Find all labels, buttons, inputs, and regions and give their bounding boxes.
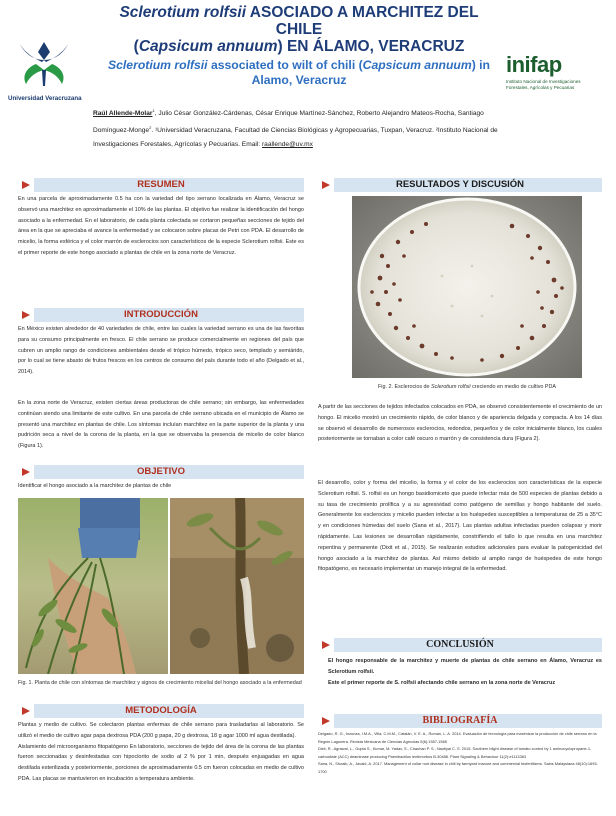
metodologia-heading [18,704,304,718]
figure1-photo-right [170,498,304,674]
bibliografia-heading [318,714,602,728]
infected-stem-photo [170,498,304,674]
section-flag-icon [318,714,334,728]
objetivo-text: Identificar el hongo asociado a la marchitez de plantas de chile [18,483,172,489]
title-en-part1: associated to wilt of chili ( [207,58,363,72]
title-es-host: Capsicum annuum [138,38,278,55]
objetivo-heading-text: OBJETIVO [136,466,186,477]
introduccion-heading [18,308,304,322]
bib-entry: Sana, N., Shoaib, A., Javaid, A. 2017. Management of collar root disease in chili by farmyard manure and commercial biofertilizers. Sains Malaysiana 46(10):1693-1700 [318,761,598,774]
resultados-p1: A partir de las secciones de tejidos infectados colocados en PDA, se observó consistentemente el crecimiento de un hongo. El micelio mostró un crecimiento rápido, de color blanco y de apariencia delgada y compacta. A los 14 días se observó el desarrollo de numerosos esclerocios, redondos, pequeños y de color inicialmente blanco, los cuales posteriormente se tornaban a color café oscuro o marrón y de consistencia dura (Figura 2). [318,404,602,443]
section-flag-icon [18,465,34,479]
inifap-wordmark: inifap [506,52,562,77]
title-en-host: Capsicum annuum [362,58,472,72]
uv-name: Universidad Veracruzana [8,95,82,102]
conclusion-section [318,638,602,688]
bib-entry: Delgado, R. G., Inzunza, I.M.A., Villa, C.M.M., Catalán, V. E. A., Román, L. A. 2014. Evaluación de tecnología para maximizar la producción de chile serrano en la Región Lagunera. Revista Mexicana de Ciencias Agrícolas 5(6):1557-1565 [318,731,597,744]
section-flag-icon [18,704,34,718]
chili-plant-photo [18,498,168,674]
co-author-sup: 2 [149,125,152,131]
uv-logo [8,38,80,102]
resumen-text: En una parcela de aproximadamente 0.5 ha con la variedad del tipo serrano localizada en Álamo, Veracruz se observó una marchitez en aproximadamente el 10% de las plantas. El objetivo fue realizar la identificación del hongo asociado a la enfermedad. En el laboratorio, de cada planta colectada se cortaron pequeñas secciones de tejido del área en la que se apreciaba el avance la enfermedad y se colocaron sobre placas de Petri con PDA. El desarrollo de micelio, la forma esférica y el color marrón de esclerocios son característicos de la especie Sclerotium rolfsii. Este es el primer reporte de este hongo asociado a plantas de chile en la zona norte de Veracruz. [18,196,304,256]
title-en-species: Sclerotium rolfsii [108,58,208,72]
fig2-caption-species: Sclerotium rolfsii [431,384,471,390]
metodologia-p1: Plantas y medio de cultivo. Se colectaron plantas enfermas de chile serrano para trasladarlas al laboratorio. Se utilizó el medio de cultivo agar papa dextrosa PDA (200 g papa, 20 g dextrosa, 18 g agar 1000 ml agua destilada). [18,722,304,739]
section-flag-icon [318,178,334,192]
lead-author: Raúl Allende-Molar [93,110,153,118]
resultados-heading [318,178,602,192]
resultados-heading-text: RESULTADOS Y DISCUSIÓN [395,179,525,190]
fig2-caption-post: creciendo en medio de cultivo PDA [470,384,556,390]
figure1-caption: Fig. 1. Planta de chile con síntomas de marchitez y signos de crecimiento micelial del hongo asociado a la enfermedad [18,680,302,686]
conclusion-heading [318,638,602,652]
objetivo-heading [18,465,304,479]
fig2-caption-pre: Fig. 2. Esclerocios de [378,384,432,390]
metodologia-heading-text: METODOLOGÍA [125,705,197,716]
figure1-photo-left [18,498,168,674]
conclusion-p2: Este el primer reporte de S. rolfsii afectando chile serrano en la zona norte de Veracruz [328,679,556,686]
metodologia-p2: Aislamiento del microorganismo fitopatógeno En laboratorio, secciones de tejido del área de la corona de las plantas fueron seccionadas y desinfestadas con hipoclorito de sodio al 2 % por 1 min, después enjuagadas en agua destilada esterilizada y posteriormente, porciones de aproximadamente 0.5 cm fueron colocadas en medio de cultivo PDA. Las placas se mantuvieron en incubación a temperatura ambiente. [18,743,304,782]
title-es-line1: ASOCIADO A MARCHITEZ DEL CHILE [246,4,479,38]
co-authors: , Julio César González-Cárdenas, César Enrique Martínez-Sánchez, Roberto Alejandro Mateos-Rocha, Santiago Domínguez-Monge [93,110,484,135]
title-spanish [98,4,500,55]
inifap-subtitle: Instituto Nacional de Investigaciones Forestales, Agrícolas y Pecuarias [506,79,581,90]
resumen-heading-text: RESUMEN [137,179,185,190]
authors-affiliations [93,104,513,152]
figure2-photo [352,196,582,378]
right-column [318,178,602,192]
figure2-caption [378,382,602,392]
uv-emblem-icon [14,38,74,90]
title-es-species: Sclerotium rolfsii [119,4,247,21]
section-flag-icon [18,178,34,192]
inifap-logo-icon [506,52,602,104]
metodologia-section [18,704,304,785]
title-english [98,58,500,87]
resumen-heading [18,178,304,192]
introduccion-p1: En México existen alrededor de 40 variedades de chile, entre las cuales la variedad serrano es una de las favoritas para su consumo principalmente en fresco. El chile serrano se produce comercialmente en regiones del país que cubren un amplio rango de condiciones ambientales desde el trópico húmedo, trópico seco, templado y semiárido, por lo cual se tiene abasto de frutos frescos en los centros de consumo del país durante todo el año (Delgado et al., 2014). [18,326,304,376]
bib-entry: Dixit, R., Agrawal, L., Gupta S., Kumar, M. Yadav, S., Chauhan P. S., Nautiyal C. S. 2015. Southern blight disease of tomato control by 1 aminocyclopropane-1-carboxilate (ACC) deaminase producing Paenibacillus lentimorbus B-30488. Plant Signaling & Behaviour 11(2):e1113363 [318,746,592,759]
author-email-link[interactable]: raallende@uv.mx [261,141,313,149]
title-es-paren: ( [133,38,139,55]
introduccion-heading-text: INTRODUCCIÓN [124,309,198,320]
introduccion-p2: En la zona norte de Veracruz, existen ciertas áreas productoras de chile serrano; sin embargo, las enfermedades continúan siendo una limitante de este cultivo. En una parcela de chile serrano ubicada en el municipio de Álamo se presentó una marchitez en plantas de chile. Los síntomas incluían marchitez en la parte superior de la planta y una pudrición seca a nivel de la corona de la planta, en la que se observaba la presencia de micelio de color blanco (Figura 1). [18,400,304,450]
petri-dish-photo [352,196,582,378]
affiliations: . ¹Universidad Veracruzana, Facultad de Ciencias Biológicas y Agropecuarias, Tuxpan, Veracruz. ²Instituto Nacional de Investigaciones Forestales, Agrícolas y Pecuarias. Email: [93,127,498,149]
section-flag-icon [318,638,334,652]
conclusion-p1: El hongo responsable de la marchitez y muerte de plantas de chile serrano en Álamo, Veracruz es Sclerotium rolfsii. [328,658,602,675]
title-es-line2: ) EN ÁLAMO, VERACRUZ [277,38,465,55]
poster-header [0,0,616,100]
lead-author-sup: 1 [152,108,155,113]
bibliografia-section [318,714,602,776]
bibliografia-heading-text: BIBLIOGRAFÍA [422,715,498,726]
resultados-p2: El desarrollo, color y forma del micelio, la forma y el color de los esclerocios son características de la especie Sclerotium rolfsii. S. rolfsii es un hongo basidiomiceto que puede infectar más de 500 especies de plantas debido a su tasa de crecimiento prolífica y a su agresividad como patógeno de semillas y hongo habitante del suelo. Generalmente los esclerocios y micelio pueden infectar a los huéspedes susceptibles a temperaturas de 25 a 35°C y en condiciones húmedas del suelo (Sana et al., 2017). Las plantas adultas infectadas pueden colapsar y morir rápidamente. Las lesiones se desarrollan rápidamente, constriñendo el tallo lo que resulta en una marchitez repentina y permanente (Dixit et al., 2015). Se realizarán estudios adicionales para evaluar la patogenicidad del hongo asociado a la marchitez de plantas. Así mismo debido al amplio rango de huéspedes de este hongo fitopatógeno, es necesario implementar un manejo integral de la enfermedad. [318,480,602,573]
left-column [18,178,304,492]
title-block [98,4,500,87]
conclusion-heading-text: CONCLUSIÓN [426,639,494,650]
title-en-part2: ) in Alamo, Veracruz [251,58,490,87]
section-flag-icon [18,308,34,322]
